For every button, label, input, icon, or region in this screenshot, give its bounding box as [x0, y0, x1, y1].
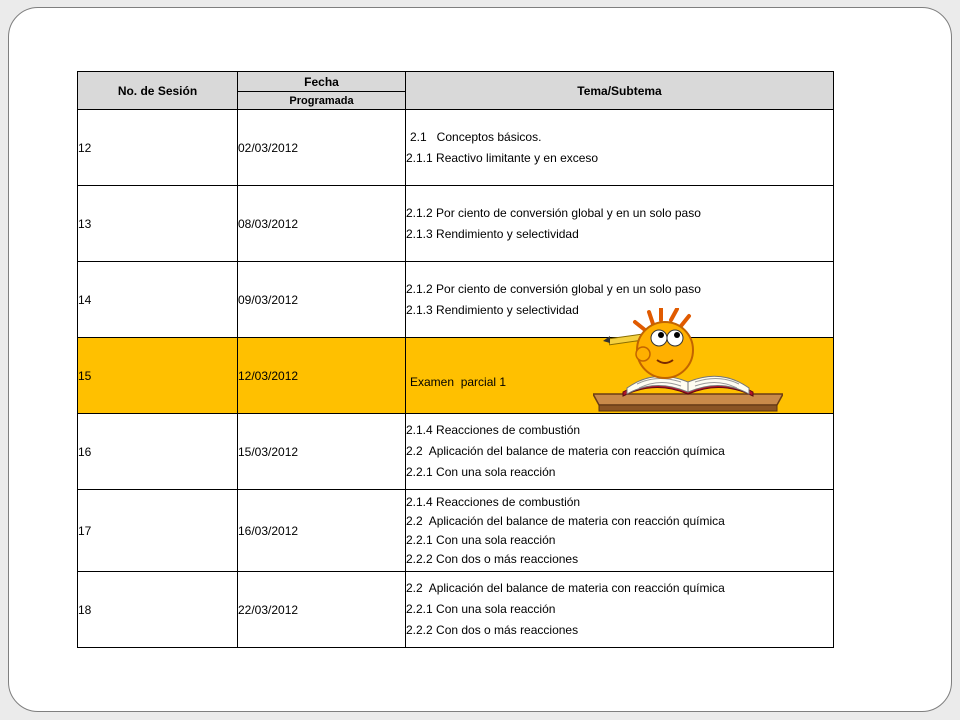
table-row	[78, 110, 834, 186]
session-date: 08/03/2012	[238, 186, 406, 262]
session-date: 16/03/2012	[238, 490, 406, 572]
session-date: 12/03/2012	[238, 338, 406, 414]
session-topics	[406, 414, 834, 490]
session-number: 18	[78, 572, 238, 648]
topic-line: 2.1.4 Reacciones de combustión	[406, 423, 581, 437]
topic-line: 2.2.2 Con dos o más reacciones	[406, 623, 579, 637]
topic-line: 2.2 Aplicación del balance de materia con reacción química	[406, 581, 725, 595]
session-number: 15	[78, 338, 238, 414]
session-number: 14	[78, 262, 238, 338]
session-date: 22/03/2012	[238, 572, 406, 648]
session-number: 16	[78, 414, 238, 490]
topic-line: 2.1 Conceptos básicos.	[410, 129, 542, 144]
header-session: No. de Sesión	[78, 72, 238, 110]
session-number: 12	[78, 110, 238, 186]
session-topics	[406, 572, 834, 648]
topic-line: 2.1.4 Reacciones de combustión	[406, 494, 581, 509]
table-row	[78, 490, 834, 572]
session-date: 09/03/2012	[238, 262, 406, 338]
table-row	[78, 572, 834, 648]
topic-line: 2.1.2 Por ciento de conversión global y en un solo paso	[406, 205, 701, 220]
topic-line: 2.1.1 Reactivo limitante y en exceso	[406, 150, 599, 165]
session-topics	[406, 110, 834, 186]
table-row	[78, 186, 834, 262]
exam-label: Examen parcial 1	[410, 375, 507, 389]
topic-line: 2.1.2 Por ciento de conversión global y en un solo paso	[406, 281, 701, 296]
topic-line: 2.2.1 Con una sola reacción	[406, 465, 556, 479]
topic-line: 2.2.1 Con una sola reacción	[406, 532, 556, 547]
smiley-reading-book-icon	[593, 308, 783, 414]
session-date: 15/03/2012	[238, 414, 406, 490]
topic-line: 2.2 Aplicación del balance de materia con reacción química	[406, 444, 725, 458]
session-topics	[406, 186, 834, 262]
table-row	[78, 414, 834, 490]
header-date: Fecha	[238, 72, 406, 92]
header-date-programmed: Programada	[238, 92, 406, 110]
session-number: 13	[78, 186, 238, 262]
session-date: 02/03/2012	[238, 110, 406, 186]
header-topic: Tema/Subtema	[406, 72, 834, 110]
topic-line: 2.1.3 Rendimiento y selectividad	[406, 226, 579, 241]
topic-line: 2.2 Aplicación del balance de materia con reacción química	[406, 513, 725, 528]
session-topics	[406, 490, 834, 572]
session-number: 17	[78, 490, 238, 572]
topic-line: 2.2.1 Con una sola reacción	[406, 602, 556, 616]
topic-line: 2.2.2 Con dos o más reacciones	[406, 551, 579, 566]
topic-line: 2.1.3 Rendimiento y selectividad	[406, 302, 579, 317]
